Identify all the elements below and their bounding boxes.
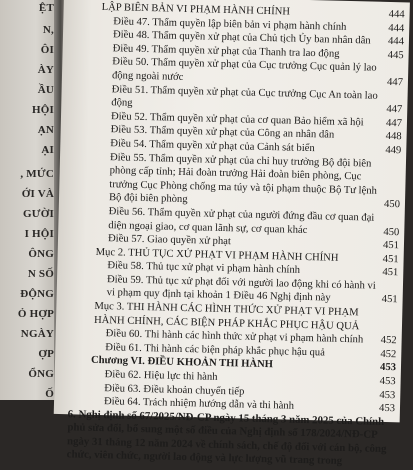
toc-entry-page: 451: [382, 239, 400, 252]
toc-entry-page: 447: [386, 76, 404, 89]
left-page: [0, 0, 60, 400]
toc-entry-title: Điều 59. Thủ tục xử phạt đối với người lao động khi có hành vi vi phạm quy định tại khoản 1 Điều 46 Nghị định này: [106, 274, 376, 305]
left-page-fragment: ÀY: [37, 64, 54, 76]
toc-entry-page: 445: [387, 49, 404, 62]
toc-entry-title: Điều 55. Thẩm quyền xử phạt của chỉ huy trưởng Bộ đội biên phòng cấp tỉnh; Hải đoàn trưởng Hải đoàn biên phòng, Cục trưởng Cục Phòng chống ma túy và tội phạm thuộc Bộ Tư lệnh Bộ đội biên phòng: [108, 151, 378, 206]
toc-entry-title: Điều 50. Thẩm quyền xử phạt của Cục trưởng Cục quản lý lao động ngoài nước: [111, 56, 377, 83]
toc-entry-title: Điều 64. Trách nhiệm hướng dẫn và thi hành: [103, 396, 295, 412]
left-page-fragment: I HỘI: [24, 228, 54, 240]
toc-entry-page: 450: [383, 226, 400, 238]
left-page-fragment: ÔI: [40, 44, 54, 56]
toc-entry-page: 444: [388, 22, 405, 34]
toc-entry-page: 453: [379, 389, 396, 401]
toc-entry-title: Điều 63. Điều khoản chuyển tiếp: [104, 382, 245, 398]
toc-entry-page: 451: [382, 253, 399, 265]
left-page-fragment: ỚI VÀ: [21, 188, 54, 200]
left-page-fragment: N,: [42, 24, 54, 36]
left-page-fragment: NGÀY: [20, 328, 54, 340]
toc-entry-title: Mục 3. THI HÀNH CÁC HÌNH THỨC XỬ PHẠT VI PHẠM HÀNH CHÍNH, CÁC BIỆN PHÁP KHẮC PHỤC HẬU QUẢ: [93, 300, 360, 332]
toc-entry-page: 449: [385, 144, 402, 157]
toc-entry-page: 452: [380, 335, 397, 347]
toc-entry-title: Chương VI. ĐIỀU KHOẢN THI HÀNH: [90, 355, 274, 371]
toc-entry-page: 447: [386, 104, 403, 116]
toc-entry-page: 452: [380, 348, 397, 361]
left-page-fragment: Ố: [45, 388, 54, 400]
toc-entry-title: Điều 62. Hiệu lực thi hành: [104, 369, 218, 383]
table-of-contents: [67, 0, 413, 469]
left-page-fragment: Ỏ HỢP: [17, 308, 54, 320]
toc-entry-title: Mục 2. THỦ TỤC XỬ PHẠT VI PHẠM HÀNH CHÍNH: [95, 246, 339, 264]
toc-entry-title: Điều 53. Thẩm quyền xử phạt của Công an nhân dân: [110, 124, 335, 141]
left-page-fragment: ỆT: [38, 2, 54, 14]
toc-entry-page: 444: [387, 36, 405, 48]
left-page-fragment: , MỨC: [20, 168, 54, 180]
toc-entry-title: Điều 52. Thẩm quyền xử phạt của cơ quan Bảo hiểm xã hội: [110, 110, 364, 129]
left-page-fragment: ẠN: [37, 124, 54, 136]
toc-entry-title: Điều 47. Thẩm quyền lập biên bản vi phạm hành chính: [113, 15, 347, 33]
toc-entry-title: Điều 58. Thủ tục xử phạt vi phạm hành chính: [107, 260, 301, 277]
toc-entry-page: 450: [383, 199, 401, 211]
toc-entry-title: 6. Nghị định số 67/2025/NĐ-CP ngày 15 tháng 3 năm 2025 của Chính phủ sửa đổi, bổ sung một số điều của Nghị định số 178/2024/NĐ-CP ngày 31 tháng 12 năm 2024 về chính sách, chế độ đối với cán bộ, công chức, viên chức, người lao động và lực lượng vũ trang trong: [66, 408, 387, 467]
toc-entry-page: 448: [385, 131, 402, 143]
toc-entry-page: 451: [382, 267, 399, 279]
toc-entry-title: LẬP BIÊN BẢN VI PHẠM HÀNH CHÍNH: [101, 1, 291, 18]
toc-entry-page: 451: [381, 294, 398, 306]
toc-entry-title: Điều 51. Thẩm quyền xử phạt của Cục trưởng Cục An toàn lao động: [111, 83, 378, 109]
toc-entry-page: 447: [385, 117, 403, 130]
toc-entry: [67, 408, 403, 470]
left-page-fragment: ỢP: [38, 348, 54, 360]
toc-entry-title: Điều 56. Thẩm quyền xử phạt của người đứng đầu cơ quan đại diện ngoại giao, cơ quan lãnh sự, cơ quan khác: [108, 206, 375, 236]
left-page-fragment: ẠI: [41, 144, 54, 156]
toc-entry-page: 453: [378, 403, 396, 415]
left-page-fragment: HỘI: [32, 104, 54, 116]
left-page-fragment: ĐỘNG: [20, 288, 54, 300]
toc-entry: [73, 150, 409, 213]
toc-entry-title: Điều 49. Thẩm quyền xử phạt của Thanh tra lao động: [112, 42, 340, 60]
right-page: [54, 0, 410, 467]
left-page-fragment: ỔNG: [28, 368, 54, 380]
toc-entry-page: 453: [379, 362, 397, 374]
toc-entry-title: Điều 61. Thi hành các biện pháp khắc phục hậu quả: [105, 341, 326, 359]
toc-entry-title: Điều 54. Thẩm quyền xử phạt của Cảnh sát biển: [110, 138, 315, 155]
left-page-fragment: GƯỜI: [23, 208, 54, 220]
toc-entry-title: Điều 57. Giao quyền xử phạt: [107, 233, 231, 248]
toc-entry-page: 444: [388, 8, 405, 21]
left-page-fragment: N SỐ: [27, 268, 54, 280]
toc-entry-title: Điều 60. Thi hành các hình thức xử phạt vi phạm hành chính: [105, 328, 364, 346]
toc-entry-title: Điều 48. Thẩm quyền xử phạt của Chủ tịch Ủy ban nhân dân: [112, 29, 371, 47]
left-page-fragment: ÔNG: [28, 248, 54, 260]
left-page-fragment: ẦU: [37, 84, 54, 96]
toc-entry-page: 453: [379, 375, 396, 388]
